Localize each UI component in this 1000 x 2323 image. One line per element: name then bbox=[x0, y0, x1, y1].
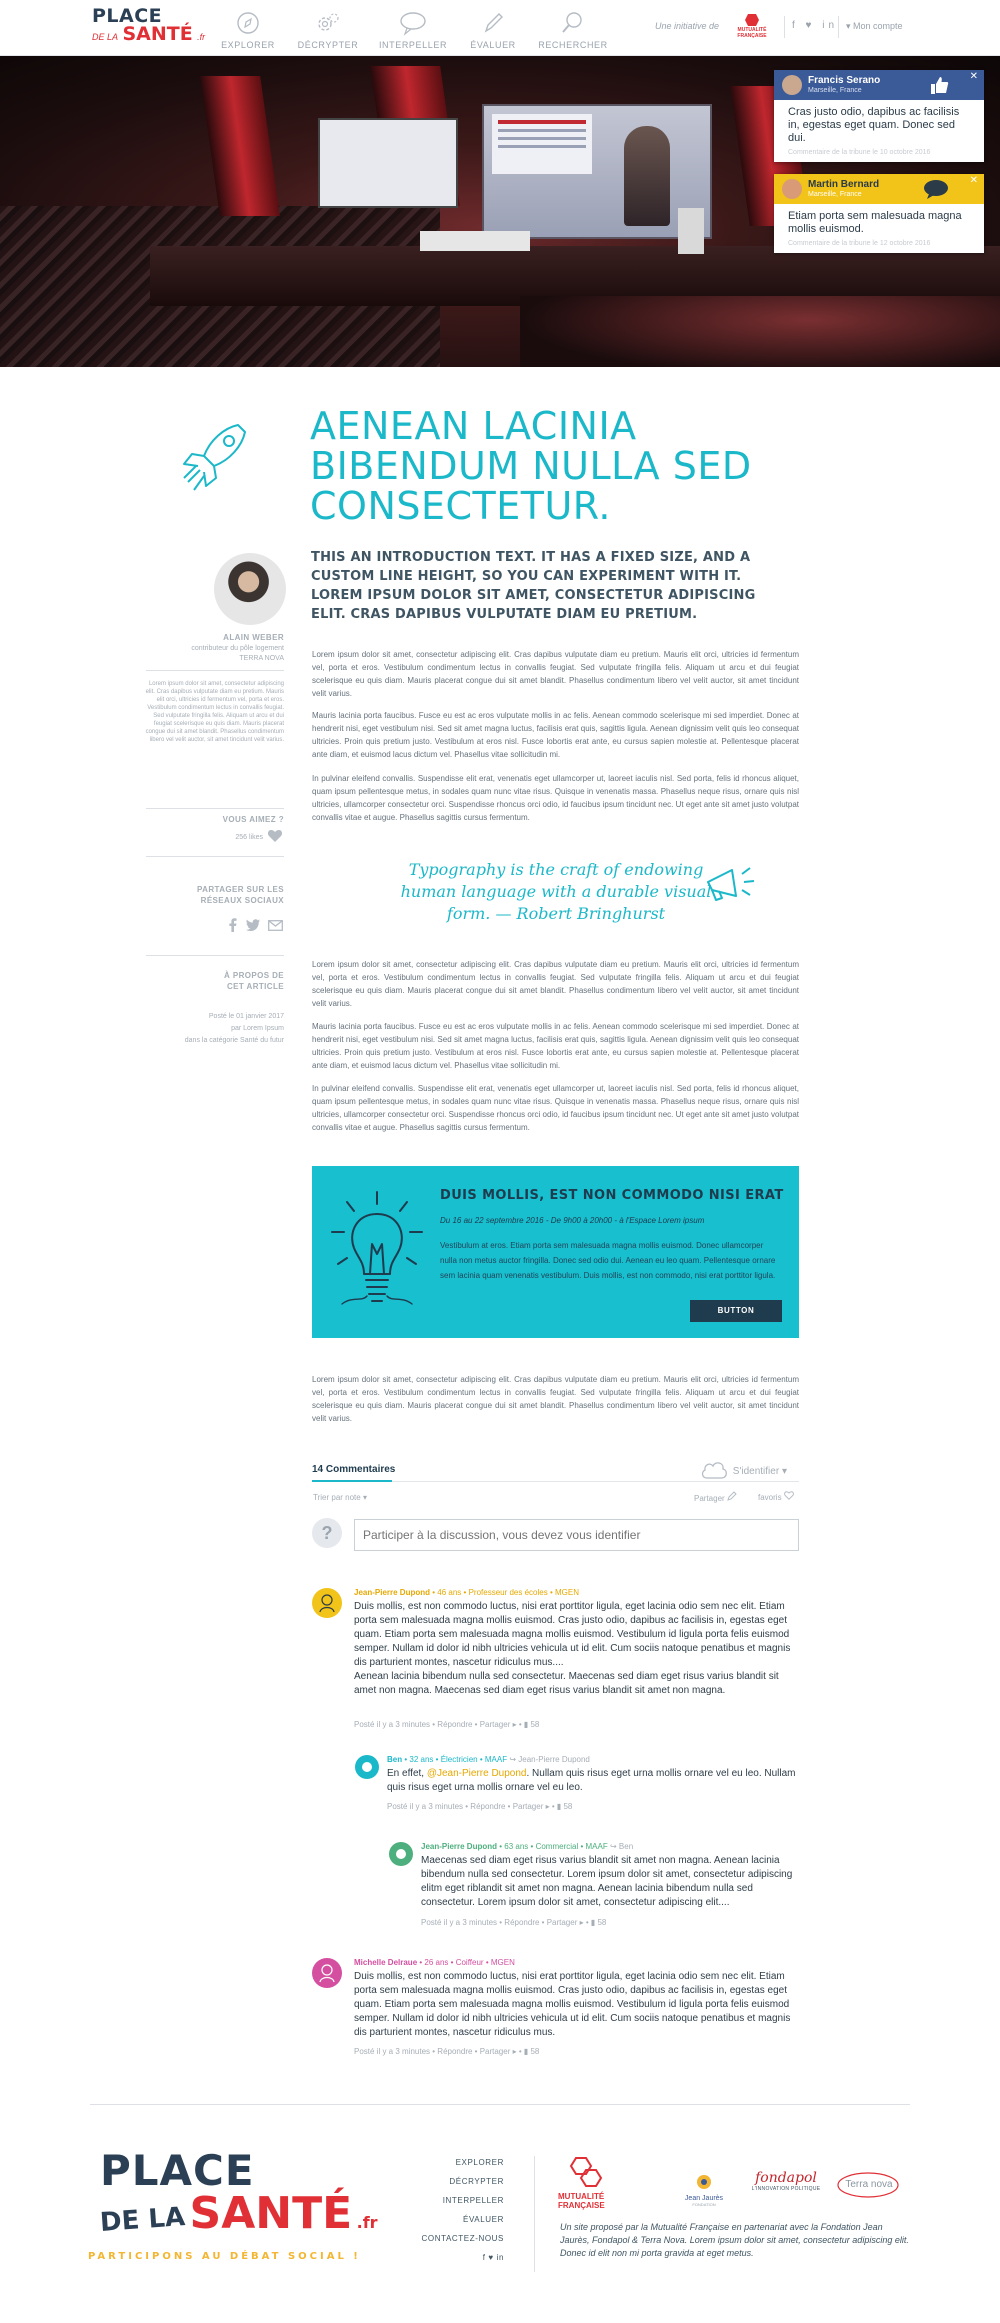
header-divider bbox=[838, 16, 839, 38]
account-label: Mon compte bbox=[853, 21, 903, 31]
hero-comment-footer: Commentaire de la tribune le 12 octobre 2016 bbox=[788, 240, 931, 247]
vote-count[interactable]: 58 bbox=[530, 1720, 540, 1729]
footer-logo-line-2: DE LA bbox=[99, 2202, 187, 2238]
reply-button[interactable]: Répondre bbox=[437, 2047, 473, 2056]
footer-description: Un site proposé par la Mutualité Française en partenariat avec la Fondation Jean Jaurès, Fondapol & Terra Nova. Lorem ipsum dolor sit amet, consectetur adipiscing elit. Donec id elit non mi porta gravida at eget metus. bbox=[560, 2222, 909, 2258]
author-role: contributeur du pôle logement bbox=[191, 645, 284, 652]
hero-comment-text: Cras justo odio, dapibus ac facilisis in, egestas eget quam. Donec sed dui. bbox=[788, 106, 960, 144]
heart-icon bbox=[784, 1491, 794, 1500]
share-title: PARTAGER SUR LES bbox=[197, 885, 284, 894]
vote-count[interactable]: 58 bbox=[530, 2047, 540, 2056]
partner-jean-jaures[interactable] bbox=[676, 2174, 732, 2214]
comment-author[interactable]: Ben bbox=[387, 1755, 403, 1764]
partner-mutualite-francaise[interactable] bbox=[558, 2156, 644, 2212]
comment-org: MGEN bbox=[490, 1958, 515, 1967]
footer-link-contact[interactable]: CONTACTEZ-NOUS bbox=[421, 2234, 504, 2243]
event-date: Du 16 au 22 septembre 2016 - De 9h00 à 20h00 - à l'Espace Lorem ipsum bbox=[440, 1216, 705, 1225]
reply-to[interactable]: Jean-Pierre Dupond bbox=[518, 1755, 590, 1764]
reply-button[interactable]: Répondre bbox=[437, 1720, 473, 1729]
gears-icon bbox=[314, 10, 342, 36]
megaphone-icon bbox=[702, 862, 762, 906]
person-icon bbox=[312, 1588, 342, 1618]
tab-underline bbox=[312, 1480, 392, 1482]
author-avatar bbox=[214, 553, 286, 625]
event-box bbox=[312, 1166, 799, 1338]
nav-rechercher[interactable] bbox=[533, 10, 613, 50]
footer-link-explorer[interactable]: EXPLORER bbox=[455, 2158, 504, 2167]
person-icon bbox=[312, 1958, 342, 1988]
avatar bbox=[312, 1588, 342, 1618]
share-button[interactable]: Partager bbox=[479, 2047, 511, 2056]
comment-author[interactable]: Jean-Pierre Dupond bbox=[354, 1588, 431, 1597]
mf-line-1: MUTUALITÉ bbox=[737, 27, 767, 33]
pull-quote: Typography is the craft of endowing human language with a durable visual form. — Robert Bringhurst bbox=[400, 860, 712, 923]
avatar bbox=[782, 179, 802, 199]
comment-meta: Michelle Delraue • 26 ans • Coiffeur • MGEN bbox=[354, 1958, 515, 1967]
mail-icon[interactable] bbox=[268, 920, 283, 931]
partner-fondapol-name: fondapol bbox=[755, 2170, 817, 2186]
speech-bubble-icon bbox=[922, 178, 950, 200]
article-paragraph: In pulvinar eleifend convallis. Suspendisse elit erat, venenatis eget ullamcorper ut, laoreet iaculis nisl. Sed porta, felis id rhoncus aliquet, quam ipsum pellentesque metus, in sodales quam nunc vitae risus. Quisque in venenatis massa. Phasellus neque risus, ornare quis nisl ultricies, ullamcorper consectetur orci. Suspendisse rhoncus orci odio, id faucibus ipsum tincidunt nec. Ut eget ante sit amet justo volutpat convallis vitae et augue. Phasellus sagittis cursus fermentum. bbox=[312, 774, 799, 822]
nav-label: ÉVALUER bbox=[470, 40, 516, 50]
comment bbox=[312, 1958, 802, 2058]
footer-logo-suffix: .fr bbox=[356, 2213, 378, 2232]
compass-icon bbox=[235, 10, 261, 36]
curtain bbox=[200, 76, 280, 216]
divider bbox=[146, 808, 284, 809]
initiative-text: Une initiative de bbox=[655, 21, 720, 31]
magnifier-icon bbox=[560, 10, 586, 36]
comment-time: Posté il y a 3 minutes bbox=[387, 1802, 464, 1811]
article-intro: THIS AN INTRODUCTION TEXT. IT HAS A FIXED SIZE, AND A CUSTOM LINE HEIGHT, SO YOU CAN EXPERIMENT WITH IT. LOREM IPSUM DOLOR SIT AMET, CONSECTETUR ADIPISCING ELIT. CRAS DAPIBUS VULPUTATE DIAM EU PRETIUM. bbox=[311, 550, 756, 622]
comment-org: MAAF bbox=[484, 1755, 508, 1764]
article-paragraph: Lorem ipsum dolor sit amet, consectetur adipiscing elit. Cras dapibus vulputate diam eu pretium. Mauris elit orci, ultricies id fermentum vel, porta et eros. Vestibulum condimentum lectus in convallis feugiat. Sed vulputate fringilla felis. Aliquam ut arcu et dui feugiat scelerisque eu quis diam. Mauris placerat congue dui sit amet blandit. Phasellus condimentum libero vel velit auctor, sit amet tincidunt velit varius. bbox=[312, 650, 799, 698]
comment-age: 46 ans bbox=[437, 1588, 462, 1597]
favorite-label: favoris bbox=[758, 1493, 782, 1502]
article-paragraph: Mauris lacinia porta faucibus. Fusce eu est ac eros vulputate mollis in ac felis. Aenean commodo scelerisque mi sed imperdiet. Donec at hendrerit nisi, eget vestibulum nisi. Sed sit amet magna luctus, facilisis erat quis, sagittis ligula. Aenean dignissim velit quis leo consequat ultricies. Proin quis pretium justo. Vestibulum at eros nisl. Fusce lobortis erat ante, eu cursus sapien molestie at. Pellentesque placerat ante diam, et euismod lacus dictum vel. Phasellus vitae sollicitudin mi. bbox=[312, 711, 799, 759]
partner-terra-nova-name: Terra nova bbox=[845, 2179, 893, 2190]
header-social-links[interactable]: f ♥ in bbox=[792, 20, 839, 31]
logo-line-3: SANTÉ bbox=[122, 23, 193, 45]
partner-jaures-name: Jean Jaurès bbox=[684, 2195, 724, 2202]
footer-divider bbox=[534, 2156, 535, 2272]
share-title: RÉSEAUX SOCIAUX bbox=[200, 896, 284, 905]
article-title: AENEAN LACINIA BIBENDUM NULLA SED CONSECTETUR. bbox=[310, 404, 752, 528]
avatar bbox=[312, 1958, 342, 1988]
reply-button[interactable]: Répondre bbox=[504, 1918, 540, 1927]
comment-job: Professeur des écoles bbox=[468, 1588, 548, 1597]
article-paragraph: Lorem ipsum dolor sit amet, consectetur adipiscing elit. Cras dapibus vulputate diam eu pretium. Mauris elit orci, ultricies id fermentum vel, porta et eros. Vestibulum condimentum lectus in convallis feugiat. Sed vulputate fringilla felis. Aliquam ut arcu et dui feugiat scelerisque eu quis diam. Mauris placerat congue dui sit amet blandit. Phasellus condimentum libero vel velit auctor, sit amet tincidunt velit varius. bbox=[312, 960, 799, 1008]
footer-logo-line-3: SANTÉ bbox=[189, 2188, 353, 2239]
favorite-button[interactable] bbox=[758, 1491, 794, 1502]
comment-text: Duis mollis, est non commodo luctus, nisi erat porttitor ligula, eget lacinia odio sem nec elit. Etiam porta sem malesuada magna mollis euismod. Cras justo odio, dapibus ac facilisis in, egestas eget quam. Etiam porta sem malesuada magna mollis euismod. Vestibulum id ligula porta felis euismod semper. Nullam id dolor id nibh ultricies vehicula ut id elit. Cum sociis natoque penatibus et magnis dis parturient montes, nascetur ridiculus mus.... bbox=[354, 1601, 791, 1668]
pen-icon bbox=[480, 10, 506, 36]
comment-age: 63 ans bbox=[504, 1842, 529, 1851]
likes-title: VOUS AIMEZ ? bbox=[222, 815, 284, 824]
side-screen bbox=[318, 118, 458, 208]
comment-mention[interactable]: @Jean-Pierre Dupond bbox=[426, 1768, 527, 1779]
comment-actions: Posté il y a 3 minutes • Répondre • Partager ▸ • ▮ 58 bbox=[387, 1802, 573, 1811]
article-paragraph: Mauris lacinia porta faucibus. Fusce eu est ac eros vulputate mollis in ac felis. Aenean commodo scelerisque mi sed imperdiet. Donec at hendrerit nisi, eget vestibulum nisi. Sed sit amet magna luctus, facilisis erat quis, sagittis ligula. Aenean dignissim velit quis leo consequat ultricies. Proin quis pretium justo. Vestibulum at eros nisl. Fusce lobortis erat ante, eu cursus sapien molestie at. Pellentesque placerat ante diam, et euismod lacus dictum vel. Phasellus vitae sollicitudin mi. bbox=[312, 1022, 799, 1070]
comment-job: Coiffeur bbox=[455, 1958, 484, 1967]
nav-label: EXPLORER bbox=[221, 40, 275, 50]
comment-time: Posté il y a 3 minutes bbox=[354, 1720, 431, 1729]
comment-input[interactable] bbox=[354, 1519, 799, 1551]
comment-text-start: En effet, bbox=[387, 1768, 427, 1779]
lightbulb-icon bbox=[322, 1184, 432, 1324]
about-title: CET ARTICLE bbox=[227, 982, 284, 991]
close-icon[interactable]: ✕ bbox=[969, 71, 978, 82]
share-button[interactable]: Partager bbox=[512, 1802, 544, 1811]
reply-to[interactable]: Ben bbox=[618, 1842, 634, 1851]
comment-org: MAAF bbox=[585, 1842, 608, 1851]
hero-comment-footer: Commentaire de la tribune le 10 octobre 2016 bbox=[788, 149, 931, 156]
vote-count[interactable]: 58 bbox=[597, 1918, 607, 1927]
footer-logo-line-1: PLACE bbox=[100, 2146, 255, 2195]
nav-label: RECHERCHER bbox=[538, 40, 608, 50]
hero-comment-text: Etiam porta sem malesuada magna mollis euismod. bbox=[788, 210, 962, 235]
heart-icon[interactable] bbox=[267, 829, 283, 843]
comment-time: Posté il y a 3 minutes bbox=[421, 1918, 498, 1927]
thumbs-up-icon bbox=[928, 74, 950, 96]
comment-text: Aenean lacinia bibendum nulla sed consectetur. Maecenas sed diam eget risus varius blandit sit amet non magna. Maecenas sed diam eget risus varius blandit sit amet non magna. bbox=[354, 1671, 779, 1696]
comment-meta: Ben • 32 ans • Électricien • MAAF ↪ Jean-Pierre Dupond bbox=[387, 1755, 590, 1764]
comment-author[interactable]: Jean-Pierre Dupond bbox=[421, 1842, 498, 1851]
question-icon: ? bbox=[312, 1518, 342, 1548]
divider bbox=[146, 856, 284, 857]
avatar bbox=[389, 1842, 413, 1866]
comment bbox=[312, 1588, 802, 1703]
share-button[interactable]: Partager bbox=[546, 1918, 578, 1927]
comment-meta: Jean-Pierre Dupond • 63 ans • Commercial • MAAF ↪ Ben bbox=[421, 1842, 634, 1851]
tab-comments[interactable]: 14 Commentaires bbox=[312, 1464, 396, 1475]
nav-decrypter[interactable] bbox=[288, 10, 368, 50]
comment-actions: Posté il y a 3 minutes • Répondre • Partager ▸ • ▮ 58 bbox=[354, 2047, 540, 2056]
hero-comment-card[interactable] bbox=[774, 174, 984, 253]
share-buttons bbox=[228, 918, 288, 932]
comment-age: 32 ans bbox=[409, 1755, 434, 1764]
event-title: DUIS MOLLIS, EST NON COMMODO NISI ERAT bbox=[440, 1188, 784, 1203]
person-icon bbox=[355, 1755, 379, 1779]
account-link[interactable]: ▾ Mon compte bbox=[846, 21, 903, 31]
nav-evaluer[interactable] bbox=[453, 10, 533, 50]
posted-category[interactable]: dans la catégorie Santé du futur bbox=[184, 1037, 284, 1044]
comment-text-end: . Nullam quis risus eget urna mollis ornare vel eu leo. Nullam quis risus eget urna mollis ornare vel eu leo. bbox=[387, 1768, 796, 1793]
likes-count: 256 likes bbox=[235, 834, 263, 841]
close-icon[interactable]: ✕ bbox=[969, 175, 978, 186]
site-logo[interactable] bbox=[92, 5, 206, 49]
sort-dropdown[interactable]: Trier par note ▾ bbox=[313, 1493, 367, 1502]
stage-table bbox=[420, 231, 530, 251]
partner-fondapol[interactable] bbox=[746, 2170, 826, 2210]
cloud-icon bbox=[700, 1458, 728, 1482]
partner-fondapol-sub: L'INNOVATION POLITIQUE bbox=[751, 2186, 821, 2192]
footer-tagline: PARTICIPONS AU DÉBAT SOCIAL ! bbox=[88, 2251, 361, 2262]
hero-comment-header bbox=[774, 174, 984, 204]
logo-line-2: DE LA bbox=[92, 32, 119, 42]
comment-actions: Posté il y a 3 minutes • Répondre • Partager ▸ • ▮ 58 bbox=[354, 1720, 540, 1729]
comment-age: 26 ans bbox=[424, 1958, 449, 1967]
partner-mf-name: MUTUALITÉ FRANÇAISE bbox=[558, 2192, 605, 2210]
comment-org: MGEN bbox=[555, 1588, 579, 1597]
facebook-icon[interactable] bbox=[228, 918, 238, 932]
nav-label: DÉCRYPTER bbox=[297, 40, 359, 50]
share-button[interactable]: Partager bbox=[479, 1720, 511, 1729]
share-label: Partager bbox=[694, 1494, 725, 1503]
reply-button[interactable]: Répondre bbox=[470, 1802, 506, 1811]
event-description: Vestibulum at eros. Etiam porta sem malesuada magna mollis euismod. Donec ullamcorper nulla non metus auctor fringilla. Donec sed odio dui. Aenean eu leo quam. Pellentesque ornare sem lacinia quam venenatis vestibulum. Duis mollis, est non commodo, nisi erat porttitor ligula. bbox=[440, 1241, 776, 1280]
footer-link-evaluer[interactable]: ÉVALUER bbox=[463, 2215, 504, 2224]
footer-divider bbox=[90, 2104, 910, 2105]
posted-date: Posté le 01 janvier 2017 bbox=[208, 1013, 284, 1020]
footer-link-decrypter[interactable]: DÉCRYPTER bbox=[449, 2177, 504, 2186]
mf-line-2: FRANÇAISE bbox=[737, 33, 767, 39]
avatar bbox=[782, 75, 802, 95]
comment-text bbox=[387, 1767, 803, 1795]
footer-social-links[interactable]: f ♥ in bbox=[482, 2253, 504, 2262]
mutualite-francaise-logo[interactable] bbox=[732, 13, 772, 41]
about-title: À PROPOS DE bbox=[224, 971, 284, 980]
partner-jaures-sub: FONDATION bbox=[692, 2202, 716, 2207]
divider bbox=[146, 955, 284, 956]
hero-comment-location: Marseille, France bbox=[808, 87, 862, 94]
hero-image bbox=[0, 56, 1000, 367]
comment-actions: Posté il y a 3 minutes • Répondre • Partager ▸ • ▮ 58 bbox=[421, 1918, 607, 1927]
avatar bbox=[355, 1755, 379, 1779]
mf-hexagon-icon bbox=[566, 2156, 606, 2190]
event-button[interactable]: BUTTON bbox=[690, 1300, 782, 1322]
hero-comment-card[interactable] bbox=[774, 70, 984, 162]
hero-comment-location: Marseille, France bbox=[808, 191, 862, 198]
comment bbox=[389, 1842, 801, 1930]
comment-job: Commercial bbox=[535, 1842, 579, 1851]
comment-meta: Jean-Pierre Dupond • 46 ans • Professeur des écoles • MGEN bbox=[354, 1588, 579, 1597]
comment bbox=[355, 1755, 805, 1815]
partner-logos bbox=[558, 2156, 908, 2216]
author-org: TERRA NOVA bbox=[239, 655, 284, 662]
posted-by[interactable]: par Lorem Ipsum bbox=[231, 1025, 284, 1032]
partner-terra-nova[interactable] bbox=[836, 2170, 902, 2200]
login-label: S'identifier bbox=[732, 1466, 780, 1477]
rocket-icon bbox=[180, 420, 250, 500]
hero-comment-header bbox=[774, 70, 984, 100]
nav-label: INTERPELLER bbox=[378, 40, 448, 50]
hero-comment-name: Martin Bernard bbox=[808, 179, 880, 190]
author-bio: Lorem ipsum dolor sit amet, consectetur adipiscing elit. Cras dapibus vulputate diam eu pretium. Mauris elit orci, ultricies id fermentum vel, porta et eros. Vestibulum condimentum lectus in convallis feugiat. Sed vulputate fringilla felis. Aliquam ut arcu et dui feugiat scelerisque eu quis diam. Mauris placerat congue dui sit amet blandit. Phasellus condimentum libero vel velit auctor, sit amet tincidunt velit varius. bbox=[145, 681, 284, 743]
vote-count[interactable]: 58 bbox=[563, 1802, 573, 1811]
twitter-icon[interactable] bbox=[246, 919, 260, 931]
speech-bubble-icon bbox=[398, 10, 428, 36]
footer-logo[interactable] bbox=[99, 2146, 378, 2239]
comment-text: Maecenas sed diam eget risus varius blandit sit amet non magna. Aenean lacinia bibendum nulla sed consectetur. Lorem ipsum dolor sit amet, consectetur adipiscing elitm eget riblandit sit amet non magna. Aenean lacinia bibendum nulla sed consectetur. Lorem ipsum dolor sit amet, consectetur adipiscing elit.... bbox=[421, 1855, 793, 1908]
login-link[interactable]: S'identifier ▾ bbox=[732, 1466, 787, 1477]
divider bbox=[146, 670, 284, 671]
comment-text: Duis mollis, est non commodo luctus, nisi erat porttitor ligula, eget lacinia odio sem nec elit. Etiam porta sem malesuada magna mollis euismod. Cras justo odio, dapibus ac facilisis in, egestas eget quam. Etiam porta sem malesuada magna mollis euismod. Vestibulum id ligula porta felis euismod semper. Nullam id dolor id nibh ultricies vehicula ut id elit. Cum sociis natoque penatibus et magnis dis parturient montes, nascetur ridiculus mus. bbox=[354, 1971, 791, 2038]
pencil-icon bbox=[727, 1491, 737, 1501]
logo-suffix: .fr bbox=[197, 32, 206, 42]
stage-floor bbox=[520, 296, 1000, 367]
share-comments-button[interactable] bbox=[694, 1491, 737, 1503]
logo-line-1: PLACE bbox=[92, 5, 163, 27]
author-name: ALAIN WEBER bbox=[223, 633, 284, 642]
footer-link-interpeller[interactable]: INTERPELLER bbox=[442, 2196, 504, 2205]
header-divider bbox=[784, 16, 785, 38]
comment-author[interactable]: Michelle Delraue bbox=[354, 1958, 418, 1967]
person-icon bbox=[389, 1842, 413, 1866]
nav-interpeller[interactable] bbox=[373, 10, 453, 50]
hero-comment-name: Francis Serano bbox=[808, 75, 881, 86]
mf-hexagon-icon bbox=[744, 13, 760, 27]
comment-job: Électricien bbox=[440, 1755, 478, 1764]
podium bbox=[678, 208, 704, 254]
footer-links bbox=[380, 2153, 504, 2267]
site-header bbox=[0, 0, 1000, 56]
comment-time: Posté il y a 3 minutes bbox=[354, 2047, 431, 2056]
article-paragraph: In pulvinar eleifend convallis. Suspendisse elit erat, venenatis eget ullamcorper ut, laoreet iaculis nisl. Sed porta, felis id rhoncus aliquet, quam ipsum pellentesque metus, in sodales quam nunc vitae risus. Quisque in venenatis massa. Phasellus neque risus, ornare quis nisl ultricies, ullamcorper consectetur orci. Suspendisse rhoncus orci odio, id faucibus ipsum tincidunt nec. Ut eget ante sit amet justo volutpat convallis vitae et augue. Phasellus sagittis cursus fermentum. bbox=[312, 1084, 799, 1132]
sort-label: Trier par note bbox=[313, 1493, 361, 1502]
jaures-logo-icon bbox=[696, 2174, 712, 2190]
nav-explorer[interactable] bbox=[208, 10, 288, 50]
article-paragraph: Lorem ipsum dolor sit amet, consectetur adipiscing elit. Cras dapibus vulputate diam eu pretium. Mauris elit orci, ultricies id fermentum vel, porta et eros. Vestibulum condimentum lectus in convallis feugiat. Sed vulputate fringilla felis. Aliquam ut arcu et dui feugiat scelerisque eu quis diam. Mauris placerat congue dui sit amet blandit. Phasellus condimentum libero vel velit auctor, sit amet tincidunt velit varius. bbox=[312, 1375, 799, 1423]
